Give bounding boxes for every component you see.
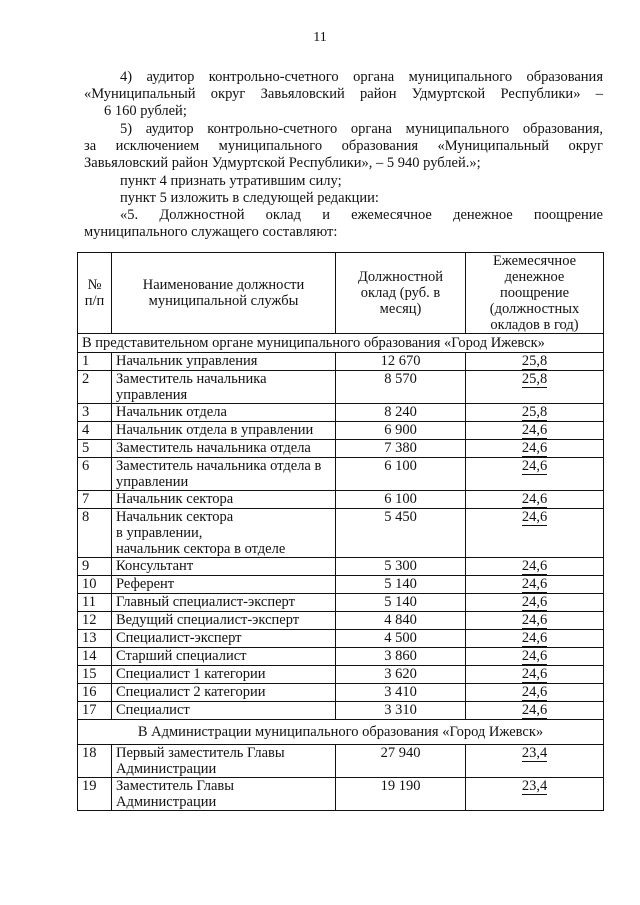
section-title: В Администрации муниципального образования «Город Ижевск» — [78, 720, 604, 745]
page-number: 11 — [313, 30, 327, 45]
row-salary: 5 300 — [336, 558, 466, 576]
row-num: 19 — [78, 778, 112, 811]
row-bonus — [466, 440, 604, 458]
row-position: Начальник сектора — [112, 491, 336, 509]
row-salary: 5 140 — [336, 594, 466, 612]
table-header-row — [78, 253, 604, 334]
row-position: Главный специалист-эксперт — [112, 594, 336, 612]
row-num: 4 — [78, 422, 112, 440]
row-bonus-value: 24,6 — [521, 576, 548, 592]
row-bonus-value: 24,6 — [521, 440, 548, 456]
paragraph-line: «Муниципальный округ Завьяловский район Удмуртской Республики» – — [84, 86, 603, 102]
row-position: Ведущий специалист-эксперт — [112, 612, 336, 630]
table-row — [78, 558, 604, 576]
row-bonus — [466, 702, 604, 720]
row-num: 3 — [78, 404, 112, 422]
row-salary: 3 860 — [336, 648, 466, 666]
row-position: Специалист-эксперт — [112, 630, 336, 648]
row-bonus-value: 24,6 — [521, 491, 548, 507]
row-bonus — [466, 353, 604, 371]
row-num: 15 — [78, 666, 112, 684]
paragraph-point-4: пункт 4 признать утратившим силу; — [120, 173, 342, 189]
table-row — [78, 353, 604, 371]
paragraph-salary-intro — [120, 207, 603, 224]
table-row — [78, 702, 604, 720]
table-row — [78, 666, 604, 684]
row-bonus-value: 25,8 — [521, 371, 548, 387]
row-bonus-value: 24,6 — [521, 648, 548, 664]
row-bonus-value: 24,6 — [521, 612, 548, 628]
row-salary: 6 100 — [336, 491, 466, 509]
row-position: Специалист — [112, 702, 336, 720]
row-bonus-value: 24,6 — [521, 666, 548, 682]
table-row — [78, 509, 604, 558]
table-row — [78, 422, 604, 440]
row-bonus-value: 24,6 — [521, 558, 548, 574]
table-body — [78, 334, 604, 811]
row-salary: 6 900 — [336, 422, 466, 440]
paragraph-line: за исключением муниципального образования «Муниципальный округ — [84, 138, 603, 154]
row-num: 2 — [78, 371, 112, 404]
row-bonus — [466, 745, 604, 778]
paragraph-line: 4) аудитор контрольно-счетного органа муниципального образования — [120, 69, 603, 85]
row-num: 5 — [78, 440, 112, 458]
row-bonus-value: 25,8 — [521, 404, 548, 420]
row-position: Начальник управления — [112, 353, 336, 371]
paragraph-line: 5) аудитор контрольно-счетного органа муниципального образования, — [120, 121, 603, 137]
row-salary: 5 140 — [336, 576, 466, 594]
row-salary: 27 940 — [336, 745, 466, 778]
row-position: Специалист 2 категории — [112, 684, 336, 702]
row-salary: 5 450 — [336, 509, 466, 558]
row-salary: 4 500 — [336, 630, 466, 648]
row-bonus — [466, 509, 604, 558]
row-num: 18 — [78, 745, 112, 778]
row-bonus — [466, 648, 604, 666]
row-bonus — [466, 558, 604, 576]
header-bonus: Ежемесячное денежное поощрение (должностных окладов в год) — [466, 253, 604, 334]
table-row — [78, 491, 604, 509]
row-num: 1 — [78, 353, 112, 371]
paragraph-point-5: пункт 5 изложить в следующей редакции: — [120, 190, 379, 206]
table-row — [78, 630, 604, 648]
row-bonus-value: 24,6 — [521, 630, 548, 646]
paragraph-line: муниципального служащего составляют: — [84, 224, 338, 240]
row-bonus-value: 23,4 — [521, 778, 548, 794]
row-num: 6 — [78, 458, 112, 491]
salary-table — [77, 252, 604, 811]
row-bonus — [466, 630, 604, 648]
table-row — [78, 458, 604, 491]
row-bonus-value: 24,6 — [521, 702, 548, 718]
row-num: 10 — [78, 576, 112, 594]
header-salary: Должностной оклад (руб. в месяц) — [336, 253, 466, 334]
paragraph-line: «5. Должностной оклад и ежемесячное денежное поощрение — [120, 207, 603, 223]
row-num: 9 — [78, 558, 112, 576]
row-position: Специалист 1 категории — [112, 666, 336, 684]
row-bonus — [466, 612, 604, 630]
header-num: № п/п — [78, 253, 112, 334]
paragraph-line-wrap — [84, 138, 603, 172]
row-salary: 3 310 — [336, 702, 466, 720]
row-salary: 6 100 — [336, 458, 466, 491]
row-salary: 3 410 — [336, 684, 466, 702]
table-row — [78, 612, 604, 630]
row-num: 11 — [78, 594, 112, 612]
table-row — [78, 594, 604, 612]
row-bonus-value: 25,8 — [521, 353, 548, 369]
row-bonus-value: 24,6 — [521, 422, 548, 438]
paragraph-auditor-zavyalovo — [120, 69, 603, 86]
row-bonus — [466, 371, 604, 404]
row-position: Заместитель начальника отдела в управлении — [112, 458, 336, 491]
section-title: В представительном органе муниципального образования «Город Ижевск» — [78, 334, 604, 353]
row-position: Заместитель начальника отдела — [112, 440, 336, 458]
paragraph-line: 6 160 рублей; — [104, 103, 187, 119]
row-bonus — [466, 576, 604, 594]
table-row — [78, 745, 604, 778]
table-row — [78, 576, 604, 594]
table-row — [78, 778, 604, 811]
row-num: 7 — [78, 491, 112, 509]
row-bonus — [466, 594, 604, 612]
row-num: 16 — [78, 684, 112, 702]
row-position: Референт — [112, 576, 336, 594]
table-row — [78, 371, 604, 404]
row-bonus — [466, 404, 604, 422]
row-num: 17 — [78, 702, 112, 720]
row-bonus-value: 24,6 — [521, 509, 548, 525]
paragraph-line-wrap — [84, 86, 603, 120]
row-bonus — [466, 666, 604, 684]
row-salary: 7 380 — [336, 440, 466, 458]
row-num: 14 — [78, 648, 112, 666]
row-salary: 12 670 — [336, 353, 466, 371]
paragraph-line: Завьяловский район Удмуртской Республики», – 5 940 рублей.»; — [84, 155, 481, 171]
table-row — [78, 684, 604, 702]
row-salary: 4 840 — [336, 612, 466, 630]
table-row — [78, 648, 604, 666]
row-position: Заместитель начальника управления — [112, 371, 336, 404]
row-salary: 8 570 — [336, 371, 466, 404]
row-salary: 8 240 — [336, 404, 466, 422]
row-bonus — [466, 778, 604, 811]
row-bonus — [466, 458, 604, 491]
row-bonus — [466, 684, 604, 702]
row-position: Начальник отдела — [112, 404, 336, 422]
row-position: Первый заместитель Главы Администрации — [112, 745, 336, 778]
table-section-row — [78, 720, 604, 745]
row-bonus-value: 24,6 — [521, 458, 548, 474]
row-salary: 19 190 — [336, 778, 466, 811]
paragraph-auditor-other — [120, 121, 603, 138]
row-salary: 3 620 — [336, 666, 466, 684]
table-row — [78, 440, 604, 458]
row-position: Консультант — [112, 558, 336, 576]
row-position: Заместитель Главы Администрации — [112, 778, 336, 811]
row-position: Начальник отдела в управлении — [112, 422, 336, 440]
table-section-row — [78, 334, 604, 353]
row-num: 8 — [78, 509, 112, 558]
row-bonus-value: 23,4 — [521, 745, 548, 761]
row-num: 13 — [78, 630, 112, 648]
header-position: Наименование должности муниципальной службы — [112, 253, 336, 334]
row-num: 12 — [78, 612, 112, 630]
row-bonus-value: 24,6 — [521, 594, 548, 610]
row-bonus-value: 24,6 — [521, 684, 548, 700]
row-bonus — [466, 491, 604, 509]
table-row — [78, 404, 604, 422]
row-bonus — [466, 422, 604, 440]
row-position: Старший специалист — [112, 648, 336, 666]
row-position: Начальник сектора в управлении, начальник сектора в отделе — [112, 509, 336, 558]
